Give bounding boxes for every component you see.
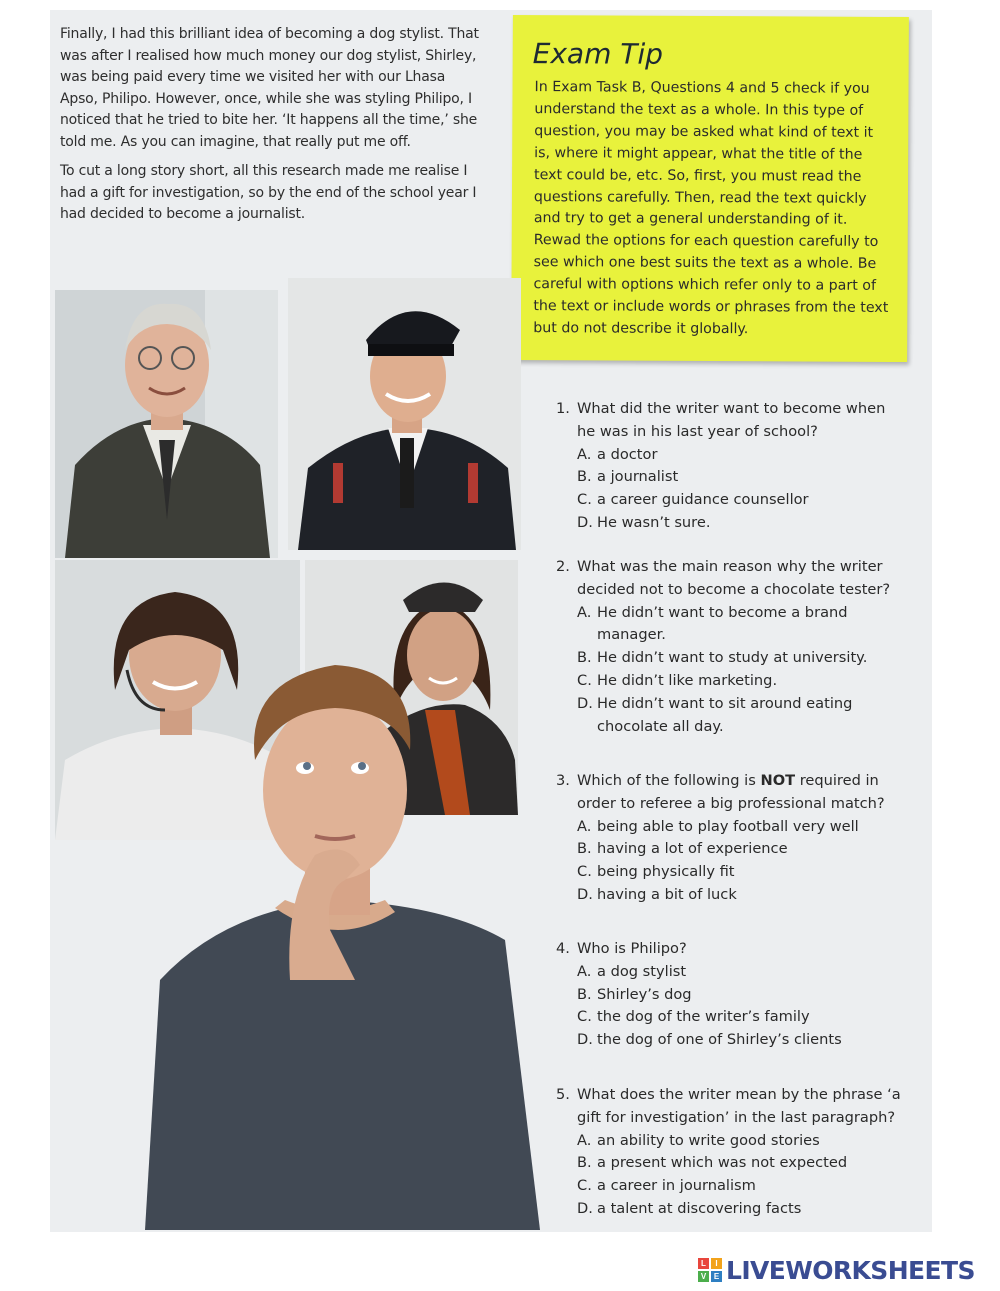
- question-text: What was the main reason why the writer decided not to become a chocolate tester?: [577, 558, 891, 598]
- option-b[interactable]: B. He didn’t want to study at university.: [577, 649, 868, 667]
- question-number: 4.: [556, 940, 570, 957]
- question-text: Who is Philipo?: [577, 940, 687, 957]
- emphasis-not: NOT: [760, 772, 796, 789]
- question-number: 3.: [556, 772, 570, 789]
- option-a[interactable]: A. a dog stylist: [577, 962, 687, 980]
- exam-tip-body: In Exam Task B, Questions 4 and 5 check if you understand the text as a whole. In this type of question, you may be asked what kind of text it is, where it might appear, what the title of the text could be, etc. So, first, you must read the questions carefully. Then, read the text quickly and try to get a general understanding of it. Rewad the options for each question carefully to see which one best suits the text as a whole. Be careful with options which refer only to a part of the text or include words or phrases from the text but do not describe it globally.: [533, 79, 889, 338]
- option-d[interactable]: D. the dog of one of Shirley’s clients: [577, 1031, 842, 1049]
- option-c[interactable]: C. He didn’t like marketing.: [577, 671, 778, 689]
- intro-paragraph-1: Finally, I had this brilliant idea of becoming a dog stylist. That was after I realised how much money our dog stylist, Shirley, was being paid every time we visited her with our Lhasa Apso, Philipo. However, once, while she was styling Philipo, I noticed that he tried to bite her. ‘It happens all the time,’ she told me. As you can imagine, that really put me off.: [60, 26, 479, 150]
- option-a[interactable]: A. He didn’t want to become a brand manager.: [577, 603, 848, 644]
- elderly-man-photo: [55, 290, 278, 558]
- logo-text: LIVEWORKSHEETS: [726, 1255, 975, 1285]
- option-a[interactable]: A. an ability to write good stories: [577, 1131, 820, 1149]
- question-number: 5.: [556, 1086, 570, 1103]
- question-4: [556, 938, 906, 1052]
- option-c[interactable]: C. a career guidance counsellor: [577, 491, 809, 509]
- option-c[interactable]: C. the dog of the writer’s family: [577, 1008, 810, 1026]
- question-text: Which of the following is NOT required in order to referee a big professional match?: [577, 772, 885, 812]
- option-b[interactable]: B. having a lot of experience: [577, 840, 788, 858]
- logo-icon: L I V E: [698, 1258, 722, 1282]
- thinking-teen-photo: [145, 650, 555, 1230]
- option-c[interactable]: C. being physically fit: [577, 863, 735, 881]
- question-5: [556, 1084, 906, 1221]
- question-number: 1.: [556, 400, 570, 417]
- option-b[interactable]: B. Shirley’s dog: [577, 985, 692, 1003]
- exam-tip-title: Exam Tip: [532, 37, 664, 71]
- option-a[interactable]: A. being able to play football very well: [577, 817, 859, 835]
- exam-tip-note: [511, 15, 909, 362]
- liveworksheets-logo[interactable]: [698, 1257, 975, 1283]
- officer-photo: [288, 278, 521, 550]
- intro-text: [60, 24, 480, 234]
- question-text: What did the writer want to become when he was in his last year of school?: [577, 400, 886, 440]
- option-c[interactable]: C. a career in journalism: [577, 1177, 756, 1195]
- question-text: What does the writer mean by the phrase ‘a gift for investigation’ in the last paragraph?: [577, 1086, 901, 1126]
- option-b[interactable]: B. a present which was not expected: [577, 1154, 848, 1172]
- intro-paragraph-2: To cut a long story short, all this research made me realise I had a gift for investigation, so by the end of the school year I had decided to become a journalist.: [60, 163, 477, 222]
- question-2: [556, 556, 906, 738]
- question-3: [556, 770, 906, 907]
- option-d[interactable]: D. He wasn’t sure.: [577, 513, 711, 531]
- option-d[interactable]: D. He didn’t want to sit around eating chocolate all day.: [577, 694, 853, 735]
- question-1: [556, 398, 906, 535]
- option-d[interactable]: D. having a bit of luck: [577, 885, 737, 903]
- question-number: 2.: [556, 558, 570, 575]
- option-a[interactable]: A. a doctor: [577, 445, 658, 463]
- option-b[interactable]: B. a journalist: [577, 468, 679, 486]
- option-d[interactable]: D. a talent at discovering facts: [577, 1199, 802, 1217]
